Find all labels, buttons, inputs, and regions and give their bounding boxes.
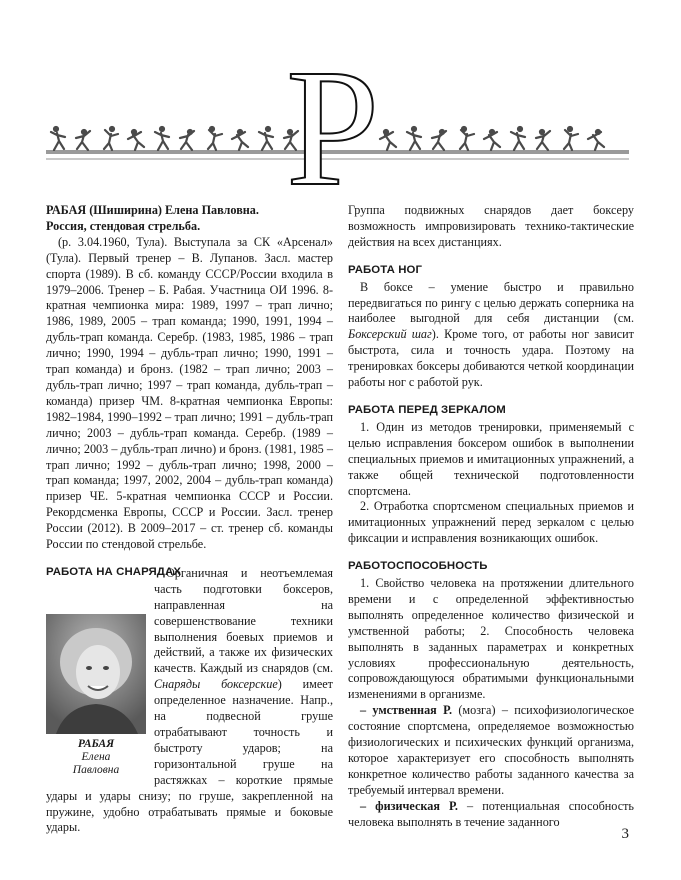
entry-body: (р. 3.04.1960, Тула). Выступала за СК «Арсенал» (Тула). Первый тренер – В. Лупанов. Засл. мастер спорта (1989). В сб. команду СССР/России входила в 1979–2006. Тренер – Б. Рабая. Участница ОИ 1996. 8-кратная чемпионка мира: 1989, 1997 – трап лично; 1986, 1989, 2005 – трап команда; 1990, 1991, 1994 – дубль-трап команда. Серебр. (1983, 1985, 1986 – трап лично; 1990, 1994 – дубль-трап лично; 1990, 1991 – трап команда) и бронз. (1982 – трап лично; 2003 – дубль-трап лично; 1997 – трап команда, дубль-трап – команда) призер ЧМ. 8-кратная чемпионка Европы: 1982–1984, 1990–1992 – трап лично; 1991 – дубль-трап лично; 2003 – дубль-трап команда. Серебр. (1989 – лично; 2003 – дубль-трап лично) и бронз. (1981, 1985 – трап лично; 1992 – дубль-трап лично; 1998, 2000 – трап команда; 1997, 2002, 2004 – дубль-трап команда) призер ЧЕ. 5-кратная чемпионка СССР и России. Рекордсменка Европы, СССР и России. Засл. тренер России (2012). В 2009–2017 – ст. тренер сб. команды России по стендовой стрельбе. — [46, 234, 333, 552]
right-intro: Группа подвижных снарядов дает боксеру возможность импровизировать технико-тактические действия на всех дистанциях. — [348, 203, 634, 249]
athlete-silhouette-icon — [74, 125, 94, 151]
heading-zerkalo: РАБОТА ПЕРЕД ЗЕРКАЛОМ — [348, 403, 506, 416]
caption-line1: Елена — [81, 750, 111, 763]
athlete-silhouette-icon — [430, 125, 450, 151]
section-crossref: Снаряды боксерские — [154, 677, 278, 692]
rabotosposobnost-point-1: 1. Свойство человека на протяжении длительного времени и с определенной эффективностью выполнять определенное количество физической и умственной работы; 2. Способность человека выполнять в заданных параметрах и конкретных условиях профессиональную деятельность, сопровождающуюся обратимыми функциональными изменениями в организме. — [348, 576, 634, 702]
athlete-silhouette-icon — [534, 125, 554, 151]
heading-rabotosposobnost: РАБОТОСПОСОБНОСТЬ — [348, 560, 488, 573]
zerkalo-point-2: 2. Отработка спортсменом специальных приемов и имитационных упражнений перед зеркалом с целью фиксации и исправления возникающих ошибок. — [348, 499, 634, 546]
rabota-nog-crossref: Боксерский шаг — [348, 327, 432, 342]
sport-figures-left — [48, 125, 302, 151]
athlete-silhouette-icon — [126, 125, 146, 151]
term-mental: – умственная Р. — [360, 703, 453, 718]
rabotosposobnost-physical: – физическая Р. – потенциальная способность человека выполнять в течение заданного — [348, 798, 634, 829]
athlete-silhouette-icon — [508, 125, 528, 151]
athlete-silhouette-icon — [152, 125, 172, 151]
athlete-silhouette-icon — [456, 125, 476, 151]
athlete-silhouette-icon — [48, 125, 68, 151]
section-text: Органичная и неотъемлемая часть подготовки боксеров, направленная на совершенствование техники выполнения боевых приемов и действий, а также их физических качеств. Каждый из снарядов (см. Снаряды боксерские) имеет определенное назначение. Напр., на подвесной груше отрабатывают точность и быстроту ударов; на горизонтальной груше на растяжках – короткие прямые удары и удары снизу; по груше, закрепленной на пружине, удобно отрабатывать прямые и боковые удары. — [46, 565, 333, 835]
heading-rabota-nog: РАБОТА НОГ — [348, 263, 423, 276]
caption-name: РАБАЯ — [77, 737, 115, 750]
term-physical: – физическая Р. — [360, 798, 458, 813]
caption-line2: Павловна — [72, 763, 120, 776]
athlete-silhouette-icon — [204, 125, 224, 151]
chapter-letter: Р — [286, 35, 380, 221]
left-column — [46, 203, 333, 836]
athlete-silhouette-icon — [230, 125, 250, 151]
right-column — [348, 203, 634, 831]
athlete-silhouette-icon — [560, 125, 580, 151]
photo-caption — [46, 738, 146, 777]
entry-title: РАБАЯ (Шиширина) Елена Павловна. — [46, 203, 259, 217]
rabota-nog-text: В боксе – умение быстро и правильно передвигаться по рингу с целью держать соперника на наиболее выгодной для себя дистанции (см. Боксерский шаг). Кроме того, от работы ног зависит быстрота, сила и точность удара. Поэтому на тренировках боксеры добиваются четкой координации работы ног с работой рук. — [348, 279, 634, 390]
photo-block — [46, 614, 146, 777]
entry-subtitle: Россия, стендовая стрельба. — [46, 218, 201, 233]
sport-figures-right — [378, 125, 606, 151]
zerkalo-point-1: 1. Один из методов тренировки, применяемый с целью исправления боксером ошибок в выполнении специальных приемов и имитационных упражнений, а также общей технической подготовленности спортсмена. — [348, 419, 634, 498]
section-body — [46, 566, 333, 836]
athlete-silhouette-icon — [482, 125, 502, 151]
athlete-silhouette-icon — [404, 125, 424, 151]
athlete-silhouette-icon — [256, 125, 276, 151]
page-number: 3 — [621, 826, 629, 842]
section-heading: РАБОТА НА СНАРЯДАХ — [46, 565, 182, 578]
athlete-silhouette-icon — [178, 125, 198, 151]
rabotosposobnost-mental: – умственная Р. (мозга) – психофизиологическое состояние спортсмена, определяемое возможностью физиологических и психических функций организма, которое характеризует его способность выполнять конкретное количество работы заданного качества за требуемый интервал времени. — [348, 703, 634, 797]
athlete-silhouette-icon — [100, 125, 120, 151]
athlete-silhouette-icon — [586, 125, 606, 151]
portrait-photo — [46, 614, 146, 734]
